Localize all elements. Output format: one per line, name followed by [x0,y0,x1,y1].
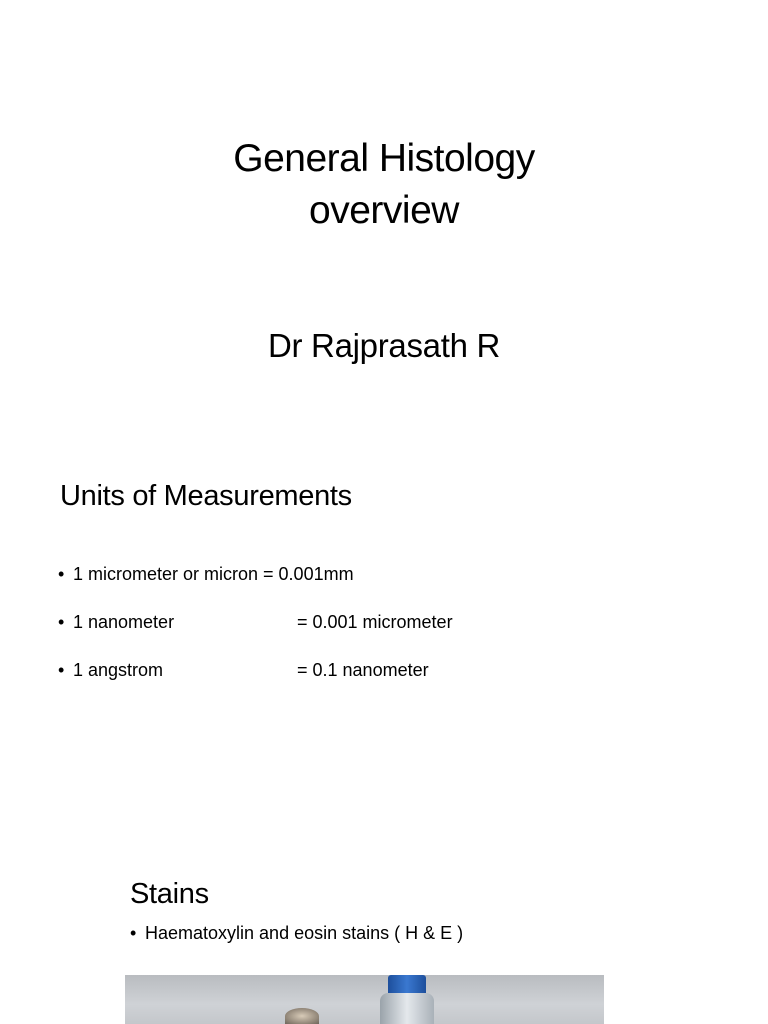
bullet-value: = 0.1 nanometer [297,660,429,680]
slide-author: Dr Rajprasath R [267,327,501,364]
bullet-item [58,611,453,633]
stain-bottles-photo [125,975,604,1024]
bullet-text: 1 angstrom [73,660,164,680]
bullet-value: = 0.001 micrometer [297,612,453,632]
bullet-icon: • [58,612,65,632]
slide-title-line-2: overview [309,189,459,232]
bullet-text: Haematoxylin and eosin stains ( H & E ) [145,923,464,943]
bottle-cap-icon [388,975,426,993]
bullet-icon: • [58,564,65,584]
slide-stains [0,840,768,1024]
bullet-item [58,563,354,585]
slide-title [0,0,768,440]
slide-title-line-1: General Histology [233,137,535,180]
bullet-icon: • [130,923,137,943]
slide-stains-heading: Stains [130,878,209,910]
bottle-neck [380,993,434,1024]
bullet-icon: • [58,660,65,680]
bullet-text: 1 nanometer [73,612,175,632]
bullet-text: 1 micrometer or micron = 0.001mm [73,564,354,584]
bullet-item [58,659,429,681]
slide-units-heading: Units of Measurements [60,480,352,512]
bottle-stopper-icon [285,1008,319,1024]
bullet-item [130,922,463,944]
slide-units [0,440,768,840]
